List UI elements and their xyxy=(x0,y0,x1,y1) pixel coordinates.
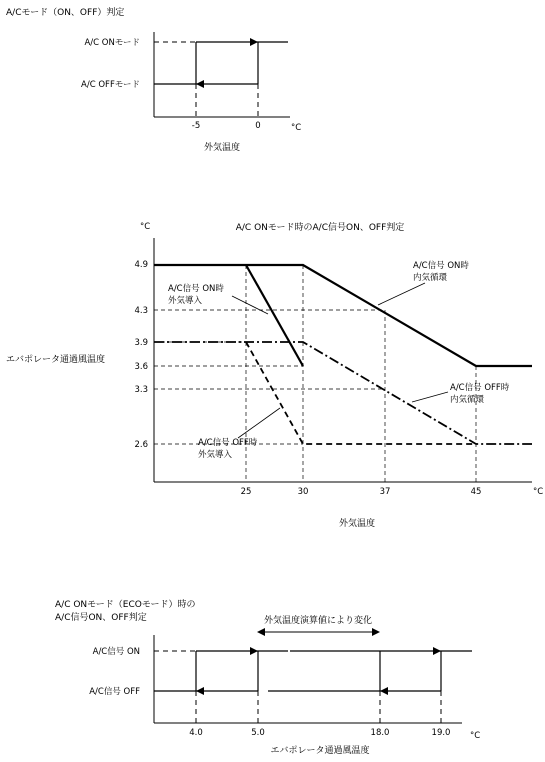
signal-x-tick-30: 30 xyxy=(297,487,309,497)
eco-off-label: A/C信号 OFF xyxy=(89,687,140,697)
eco-range-arrow-left xyxy=(257,628,265,636)
annot-on-recirc-line1: A/C信号 ON時 xyxy=(413,261,469,271)
eco-title-line2: A/C信号ON、OFF判定 xyxy=(55,613,147,623)
eco-x-unit: °C xyxy=(470,731,481,741)
annot-on-fresh-line2: 外気導入 xyxy=(168,296,203,306)
acmode-x-label: 外気温度 xyxy=(203,143,241,153)
annot-off-recirc-line2: 内気循環 xyxy=(450,395,485,405)
signal-y-tick-3.3: 3.3 xyxy=(134,385,148,395)
acmode-x-unit: °C xyxy=(291,123,302,133)
eco-range-note: 外気温度演算値により変化 xyxy=(263,616,373,626)
signal-title: A/C ONモード時のA/C信号ON、OFF判定 xyxy=(235,223,405,233)
signal-y-label: エバポレータ通過風温度 xyxy=(6,355,106,365)
eco-diagram xyxy=(55,598,480,756)
annot-off-fresh-line2: 外気導入 xyxy=(198,450,233,460)
signal-x-tick-45: 45 xyxy=(470,487,482,497)
acmode-x-tick-0: 0 xyxy=(255,121,261,131)
acmode-title: A/Cモード（ON、OFF）判定 xyxy=(6,8,125,18)
signal-diagram xyxy=(6,221,543,529)
annot-off-recirc-line1: A/C信号 OFF時 xyxy=(450,383,510,393)
annot-on-recirc-line2: 内気循環 xyxy=(413,273,448,283)
signal-x-tick-37: 37 xyxy=(379,487,391,497)
signal-x-unit: °C xyxy=(533,487,544,497)
off-fresh-line xyxy=(246,342,476,444)
signal-y-unit: °C xyxy=(140,222,151,232)
signal-y-tick-3.9: 3.9 xyxy=(134,338,148,348)
eco-x-tick-4: 4.0 xyxy=(189,728,203,738)
on-recirc-line xyxy=(154,265,532,366)
signal-x-tick-25: 25 xyxy=(240,487,252,497)
acmode-off-label: A/C OFFモード xyxy=(81,80,140,90)
annot-off-recirc-leader xyxy=(412,392,448,402)
annot-on-fresh-line1: A/C信号 ON時 xyxy=(168,284,224,294)
signal-y-tick-4.3: 4.3 xyxy=(134,306,148,316)
eco-range-arrow-right xyxy=(372,628,380,636)
eco-x-tick-5: 5.0 xyxy=(251,728,265,738)
annot-on-recirc-leader xyxy=(378,283,425,305)
signal-x-label: 外気温度 xyxy=(338,519,376,529)
signal-y-tick-4.9: 4.9 xyxy=(134,260,148,270)
eco-x-tick-19: 19.0 xyxy=(431,728,451,738)
acmode-diagram xyxy=(6,6,301,153)
annot-off-fresh-leader xyxy=(238,408,280,438)
signal-y-tick-3.6: 3.6 xyxy=(134,362,148,372)
signal-y-tick-2.6: 2.6 xyxy=(134,440,148,450)
eco-x-label: エバポレータ通過風温度 xyxy=(270,746,370,756)
eco-title-line1: A/C ONモード（ECOモード）時の xyxy=(55,600,196,610)
off-recirc-line xyxy=(154,342,532,444)
acmode-x-tick-minus5: -5 xyxy=(191,121,201,131)
eco-on-label: A/C信号 ON xyxy=(92,647,140,657)
eco-x-tick-18: 18.0 xyxy=(370,728,390,738)
annot-on-fresh-leader xyxy=(232,296,268,314)
acmode-on-label: A/C ONモード xyxy=(84,38,140,48)
annot-off-fresh-line1: A/C信号 OFF時 xyxy=(198,438,258,448)
on-fresh-line xyxy=(246,265,303,366)
